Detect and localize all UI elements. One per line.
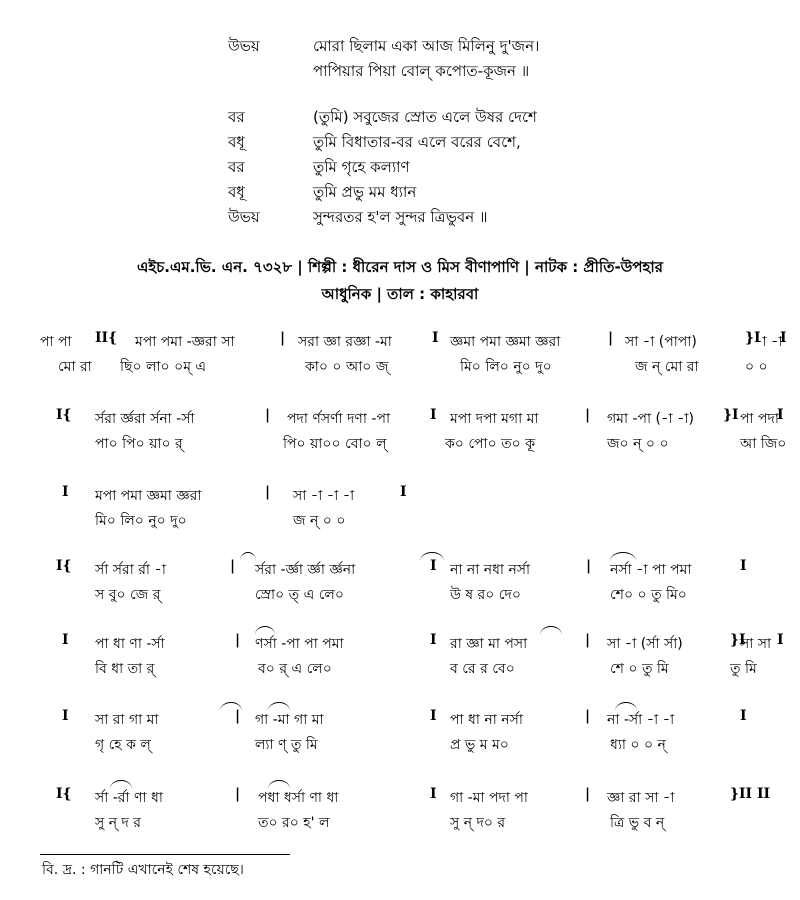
bar-line: | xyxy=(230,558,236,574)
syllable-group: স বু০ জে র্ xyxy=(95,587,161,603)
swara-group: সা সা xyxy=(740,636,772,652)
swara-line xyxy=(40,708,780,730)
swara-group: নর্সা -া পা পমা xyxy=(610,562,692,578)
swara-group: গমা -পা (-া -া) xyxy=(607,411,694,427)
syllable-group: পি০ য়া০০ বো০ ল্ xyxy=(283,436,387,452)
swara-group: মপা পমা জ্ঞমা জ্ঞরা xyxy=(95,488,202,504)
swara-line xyxy=(40,632,784,654)
bar-line: | xyxy=(585,632,591,648)
syllable-group: ছি০ লা০ ০ম্ এ xyxy=(120,359,207,375)
swara-group: র্সা -র্রা ণা ধা xyxy=(95,790,163,806)
swara-group: সরা জ্ঞা রজ্ঞা -মা xyxy=(298,334,392,350)
lyric-text: তুমি গৃহে কল্যাণ xyxy=(313,158,410,176)
swara-group: -া -া xyxy=(755,334,783,350)
syllable-group: আ জি০ xyxy=(740,436,787,452)
meend-arc xyxy=(240,552,256,561)
bar-line: I{ xyxy=(56,786,72,802)
bar-line: }II II xyxy=(730,786,771,802)
syllable-line xyxy=(40,355,780,377)
swara-group: মপা পমা -জ্ঞরা সা xyxy=(135,334,235,350)
meend-arc xyxy=(610,552,636,561)
swara-line xyxy=(40,330,787,352)
bar-line: | xyxy=(608,330,614,346)
lyric-text: মোরা ছিলাম একা আজ মিলিনু দু'জন। xyxy=(313,37,540,55)
syllable-group: তু মি xyxy=(730,661,757,677)
syllable-group: প্র ভু ম ম০ xyxy=(450,737,509,753)
bar-line: I xyxy=(777,632,784,648)
meend-arc xyxy=(255,626,275,635)
syllable-line xyxy=(40,432,787,454)
meend-arc xyxy=(540,626,562,635)
bar-line: I xyxy=(777,407,784,423)
bar-line: | xyxy=(265,407,271,423)
singer-role: বধূ xyxy=(228,183,245,201)
meend-arc xyxy=(220,702,242,711)
genre-tala-info: আধুনিক | তাল : কাহারবা xyxy=(321,285,479,303)
swara-line xyxy=(40,558,780,580)
syllable-group: জ ন্ মো রা xyxy=(635,359,699,375)
swara-line xyxy=(40,407,784,429)
swara-group: পা পা xyxy=(40,334,72,350)
syllable-group: ত০ র০ হ' ল xyxy=(258,815,330,831)
record-info: এইচ.এম.ভি. এন. ৭৩২৮ | শিল্পী : ধীরেন দাস ও মিস বীণাপাণি | নাটক : প্রীতি-উপহার xyxy=(136,258,664,276)
lyric-text: তুমি বিধাতার-বর এলে বরের বেশে, xyxy=(313,133,521,151)
syllable-group: ধ্যা ০ ০ ন্ xyxy=(610,737,666,753)
singer-role: উভয় xyxy=(228,37,260,55)
bar-line: I xyxy=(430,786,437,802)
singer-role: বধূ xyxy=(228,133,245,151)
swara-group: পা পদা xyxy=(740,411,779,427)
syllable-group: ০ ০ xyxy=(745,359,768,375)
bar-line: I{ xyxy=(56,558,72,574)
syllable-group: জ ন্ ০ ০ xyxy=(293,513,346,529)
syllable-group: শে০ ০ তু মি০ xyxy=(610,587,687,603)
singer-role: বর xyxy=(228,108,245,126)
footnote-rule xyxy=(40,854,290,855)
swara-group: র্সরা -র্জ্ঞা র্জ্ঞা র্জ্ঞনা xyxy=(255,562,356,578)
bar-line: I{ xyxy=(56,407,72,423)
bar-line: | xyxy=(585,786,591,802)
bar-line: I xyxy=(62,632,69,648)
bar-line: | xyxy=(235,708,241,724)
syllable-line xyxy=(40,657,780,679)
swara-group: সা -া -া -া xyxy=(293,488,355,504)
meend-arc xyxy=(615,702,637,711)
syllable-group: শে ০ তু মি xyxy=(610,661,669,677)
swara-group: সা -া (র্সা র্সা) xyxy=(607,636,683,652)
syllable-group: মি০ লি০ নু০ দু০ xyxy=(95,513,187,529)
swara-group: ণর্সা -পা পা পমা xyxy=(255,636,344,652)
bar-line: | xyxy=(265,484,271,500)
swara-group: পা ধা ণা -র্সা xyxy=(95,636,165,652)
swara-group: পা ধা না নর্সা xyxy=(450,712,523,728)
bar-line: }I xyxy=(745,330,761,346)
syllable-group: উ ষ র০ দে০ xyxy=(450,587,521,603)
swara-group: গা -মা গা মা xyxy=(255,712,324,728)
swara-group: র্সরা র্জ্ঞরা র্সনা -র্সা xyxy=(95,411,195,427)
syllable-group: জ০ ন্ ০ ০ xyxy=(607,436,669,452)
syllable-line xyxy=(40,583,780,605)
bar-line: | xyxy=(280,330,286,346)
meend-arc xyxy=(268,702,290,711)
syllable-group: মি০ লি০ নু০ দু০ xyxy=(460,359,552,375)
syllable-line xyxy=(40,811,780,833)
bar-line: I xyxy=(430,632,437,648)
bar-line: I xyxy=(430,558,437,574)
swara-group: মপা দপা মগা মা xyxy=(450,411,539,427)
bar-line: | xyxy=(235,632,241,648)
swara-line xyxy=(40,786,780,808)
singer-role: বর xyxy=(228,158,245,176)
bar-line: I xyxy=(432,330,439,346)
swara-group: গা -মা পদা পা xyxy=(450,790,528,806)
syllable-group: পা০ পি০ য়া০ র্ xyxy=(95,436,183,452)
bar-line: }I xyxy=(730,632,746,648)
syllable-group: গৃ হে ক ল্ xyxy=(95,737,151,753)
swara-group: জ্ঞমা পমা জ্ঞমা জ্ঞরা xyxy=(450,334,561,350)
bar-line: I xyxy=(740,708,747,724)
syllable-group: সু ন্ দ র xyxy=(95,815,142,831)
syllable-group: ব রে র বে০ xyxy=(450,661,515,677)
swara-group: জ্ঞা রা সা -া xyxy=(607,790,675,806)
syllable-line xyxy=(40,509,780,531)
swara-group: পদা র্ণসর্ণা দণা -পা xyxy=(287,411,391,427)
syllable-group: কা০ ০ আ০ জ্ xyxy=(305,359,389,375)
lyric-text: পাপিয়ার পিয়া বোল্ কপোত-কূজন ॥ xyxy=(313,62,530,80)
swara-line xyxy=(40,484,780,506)
syllable-group: ল্যা ণ্ তু মি xyxy=(255,737,318,753)
lyric-text: (তুমি) সবুজের স্রোত এলে উষর দেশে xyxy=(313,108,537,126)
bar-line: I xyxy=(400,484,407,500)
bar-line: I xyxy=(430,708,437,724)
bar-line: | xyxy=(585,407,591,423)
bar-line: | xyxy=(585,708,591,724)
bar-line: | xyxy=(586,558,592,574)
syllable-group: বি ধা তা র্ xyxy=(95,661,155,677)
meend-arc xyxy=(268,780,290,789)
singer-role: উভয় xyxy=(228,208,260,226)
footnote: বি. দ্র. : গানটি এখানেই শেষ হয়েছে। xyxy=(42,862,244,878)
swara-group: পধা ধর্সা ণা ধা xyxy=(258,790,339,806)
bar-line: II{ xyxy=(95,330,118,346)
syllable-group: সু ন্ দ০ র xyxy=(450,815,506,831)
bar-line: I xyxy=(62,708,69,724)
meend-arc xyxy=(110,780,132,789)
bar-line: I xyxy=(430,407,437,423)
swara-group: রা জ্ঞা মা পসা xyxy=(450,636,528,652)
meend-arc xyxy=(420,552,444,561)
syllable-group: ক০ পো০ ত০ কূ xyxy=(445,436,535,452)
bar-line: }I xyxy=(723,407,739,423)
swara-group: না না নধা নর্সা xyxy=(450,562,531,578)
bar-line: | xyxy=(235,786,241,802)
swara-group: সা রা গা মা xyxy=(95,712,159,728)
swara-group: র্সা র্সরা র্রা -া xyxy=(95,562,166,578)
lyric-text: সুন্দরতর হ'ল সুন্দর ত্রিভুবন ॥ xyxy=(313,208,488,226)
syllable-line xyxy=(40,733,780,755)
syllable-group: স্রো০ ত্ এ লে০ xyxy=(255,587,344,603)
syllable-group: ব০ র্ এ লে০ xyxy=(258,661,332,677)
swara-group: সা -া (পাপা) xyxy=(625,334,697,350)
bar-line: I xyxy=(62,484,69,500)
swara-group: না -র্সা -া -া xyxy=(607,712,675,728)
bar-line: I xyxy=(740,558,747,574)
bar-line: I xyxy=(780,330,787,346)
syllable-group: ত্রি ভু ব ন্ xyxy=(610,815,665,831)
syllable-group: মো রা xyxy=(58,359,92,375)
lyric-text: তুমি প্রভু মম ধ্যান xyxy=(313,183,417,201)
